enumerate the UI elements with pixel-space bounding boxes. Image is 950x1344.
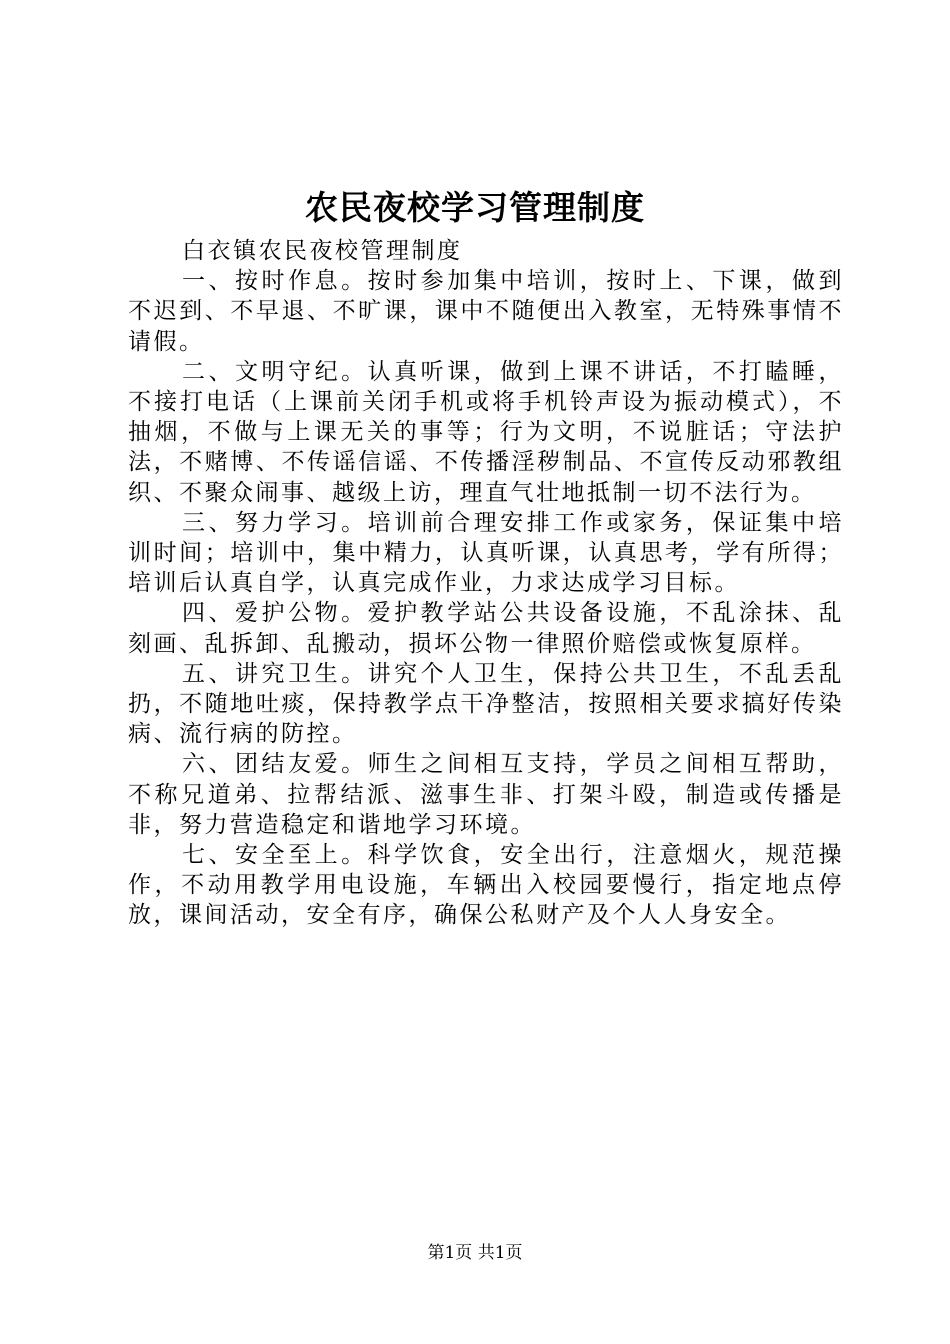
document-title: 农民夜校学习管理制度 (305, 188, 645, 227)
rule-paragraph-5: 五、讲究卫生。讲究个人卫生，保持公共卫生，不乱丢乱扔，不随地吐痰，保持教学点干净整洁，按照相关要求搞好传染病、流行病的防控。 (128, 660, 844, 748)
rule-paragraph-1: 一、按时作息。按时参加集中培训，按时上、下课，做到不迟到、不早退、不旷课，课中不随便出入教室，无特殊事情不请假。 (128, 268, 844, 355)
rule-paragraph-3: 三、努力学习。培训前合理安排工作或家务，保证集中培训时间；培训中，集中精力，认真听课，认真思考，学有所得；培训后认真自学，认真完成作业，力求达成学习目标。 (128, 509, 844, 597)
rule-paragraph-2: 二、文明守纪。认真听课，做到上课不讲话，不打瞌睡，不接打电话（上课前关闭手机或将手机铃声设为振动模式），不抽烟，不做与上课无关的事等；行为文明，不说脏话；守法护法，不赌博、不传谣信谣、不传播淫秽制品、不宣传反动邪教组织、不聚众闹事、越级上访，理直气壮地抵制一切不法行为。 (128, 358, 844, 506)
rule-paragraph-6: 六、团结友爱。师生之间相互支持，学员之间相互帮助，不称兄道弟、拉帮结派、滋事生非、打架斗殴，制造或传播是非，努力营造稳定和谐地学习环境。 (128, 751, 844, 838)
rule-paragraph-4: 四、爱护公物。爱护教学站公共设备设施，不乱涂抹、乱刻画、乱拆卸、乱搬动，损坏公物一律照价赔偿或恢复原样。 (128, 600, 844, 657)
rule-paragraph-7: 七、安全至上。科学饮食，安全出行，注意烟火，规范操作，不动用教学用电设施，车辆出入校园要慢行，指定地点停放，课间活动，安全有序，确保公私财产及个人人身安全。 (128, 842, 844, 929)
page-footer: 第1页 共1页 (427, 1243, 523, 1263)
document-body (128, 236, 844, 931)
subtitle-paragraph: 白衣镇农民夜校管理制度 (182, 238, 463, 264)
